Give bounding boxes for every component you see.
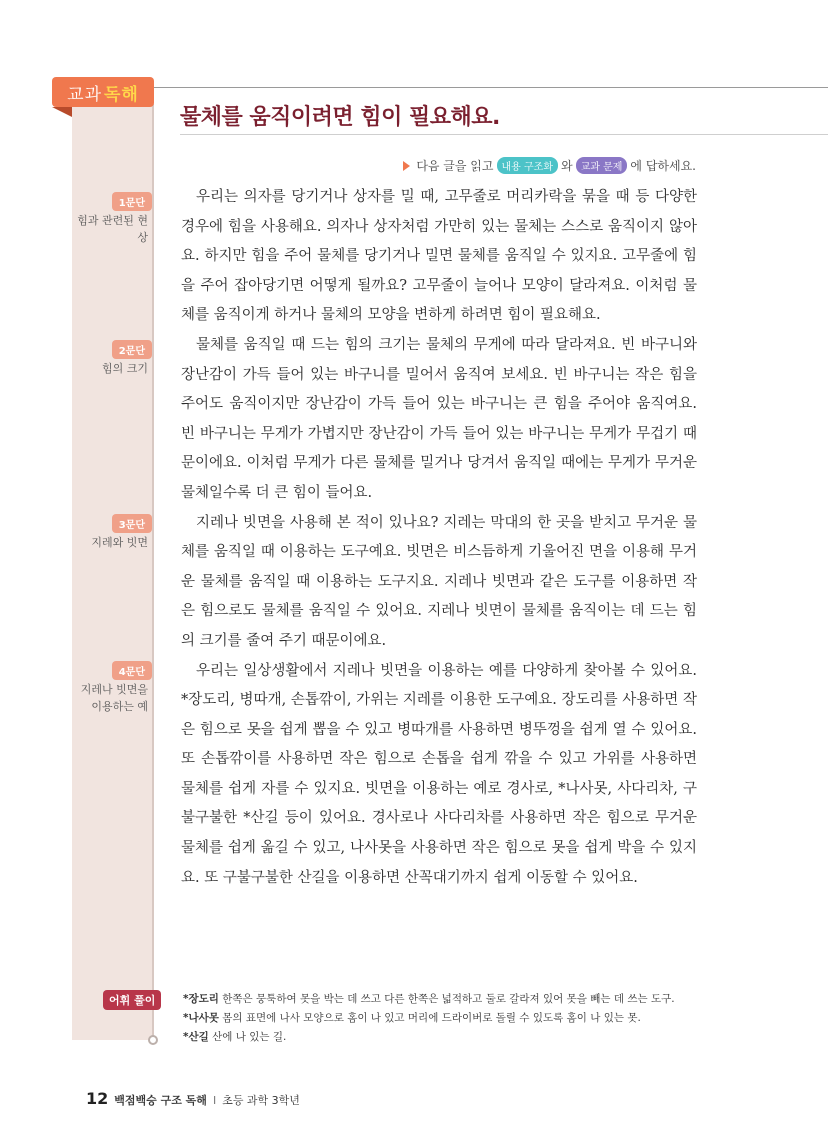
paragraph-tag-4: 4문단 xyxy=(112,661,152,680)
page-number: 12 xyxy=(86,1089,109,1108)
paragraph-tag-3: 3문단 xyxy=(112,514,152,533)
side-panel-end-dot xyxy=(148,1035,158,1045)
reading-passage xyxy=(181,183,697,893)
section-tag-fold xyxy=(52,107,72,117)
paragraph-1: 우리는 의자를 당기거나 상자를 밀 때, 고무줄로 머리카락을 묶을 때 등 다양한 경우에 힘을 사용해요. 의자나 상자처럼 가만히 있는 물체는 스스로 움직이지 않아요. 하지만 힘을 주어 물체를 당기거나 밀면 물체를 움직일 수 있지요. 고무줄에 힘을 주어 잡아당기면 어떻게 될까요? 고무줄이 늘어나 모양이 달라져요. 이처럼 물체를 움직이게 하거나 물체의 모양을 변하게 하려면 힘이 필요해요. xyxy=(181,189,697,324)
vocab-def: 산에 나 있는 길. xyxy=(212,1031,287,1043)
side-panel-rule xyxy=(152,104,154,1038)
top-rule xyxy=(140,87,828,88)
section-tag xyxy=(52,77,154,107)
page-footer xyxy=(86,1089,300,1108)
vocab-label: 어휘 풀이 xyxy=(103,990,161,1010)
paragraph-desc-3: 지레와 빗면 xyxy=(91,536,148,549)
paragraph-2: 물체를 움직일 때 드는 힘의 크기는 물체의 무게에 따라 달라져요. 빈 바구니와 장난감이 가득 들어 있는 바구니를 밀어서 움직여 보세요. 빈 바구니는 작은 힘을 주어도 움직이지만 장난감이 가득 들어 있는 바구니는 큰 힘을 주어야 움직여요. 빈 바구니는 무게가 가볍지만 장난감이 가득 들어 있는 바구니는 무게가 무겁기 때문이에요. 이처럼 무게가 다른 물체를 밀거나 당겨서 움직일 때에는 무게가 무거운 물체일수록 더 큰 힘이 들어요. xyxy=(181,336,697,501)
paragraph-desc-4: 지레나 빗면을 이용하는 예 xyxy=(80,683,148,713)
paragraph-4: 우리는 일상생활에서 지레나 빗면을 이용하는 예를 다양하게 찾아볼 수 있어요. *장도리, 병따개, 손톱깎이, 가위는 지레를 이용한 도구예요. 장도리를 사용하면 작은 힘으로 못을 쉽게 뽑을 수 있고 병따개를 사용하면 병뚜껑을 쉽게 열 수 있어요. 또 손톱깎이를 사용하면 작은 힘으로 손톱을 쉽게 깎을 수 있고 가위를 사용하면 물체를 쉽게 자를 수 있지요. 빗면을 이용하는 예로 경사로, *나사못, 사다리차, 구불구불한 *산길 등이 있어요. 경사로나 사다리차를 사용하면 작은 힘으로 무거운 물체를 쉽게 옮길 수 있고, 나사못을 사용하면 작은 힘으로 못을 쉽게 박을 수 있지요. 또 구불구불한 산길을 이용하면 산꼭대기까지 쉽게 이동할 수 있어요. xyxy=(181,662,697,886)
vocab-item xyxy=(183,1009,803,1028)
vocab-def: 몸의 표면에 나사 모양으로 홈이 나 있고 머리에 드라이버로 돌릴 수 있도록 홈이 나 있는 못. xyxy=(222,1012,641,1024)
instruction-prefix: 다음 글을 읽고 xyxy=(416,159,494,173)
footer-separator: I xyxy=(212,1094,217,1107)
vocab-term: *산길 xyxy=(183,1031,209,1043)
vocab-item xyxy=(183,1028,803,1047)
vocab-item xyxy=(183,990,803,1009)
book-title: 백점백승 구조 독해 xyxy=(114,1094,207,1107)
content-structure-pill: 내용 구조화 xyxy=(497,157,558,174)
paragraph-desc-2: 힘의 크기 xyxy=(101,362,148,375)
section-tag-accent: 독해 xyxy=(104,84,139,105)
vocab-term: *장도리 xyxy=(183,993,219,1005)
title-rule xyxy=(180,134,828,135)
page-title: 물체를 움직이려면 힘이 필요해요. xyxy=(180,105,500,130)
paragraph-tag-2: 2문단 xyxy=(112,340,152,359)
vocab-def: 한쪽은 뭉툭하여 못을 박는 데 쓰고 다른 한쪽은 넓적하고 둘로 갈라져 있어 못을 빼는 데 쓰는 도구. xyxy=(222,993,675,1005)
grade-label: 초등 과학 3학년 xyxy=(222,1094,300,1107)
subject-question-pill: 교과 문제 xyxy=(576,157,628,174)
instruction xyxy=(403,157,696,174)
vocab-term: *나사못 xyxy=(183,1012,219,1024)
instruction-suffix: 에 답하세요. xyxy=(630,159,696,173)
triangle-arrow-icon xyxy=(403,161,410,171)
section-tag-main: 교과 xyxy=(67,84,102,105)
paragraph-tag-1: 1문단 xyxy=(112,192,152,211)
paragraph-3: 지레나 빗면을 사용해 본 적이 있나요? 지레는 막대의 한 곳을 받치고 무거운 물체를 움직일 때 이용하는 도구예요. 빗면은 비스듬하게 기울어진 면을 이용해 무거운 물체를 움직일 때 이용하는 도구지요. 지레나 빗면과 같은 도구를 이용하면 작은 힘으로도 물체를 움직일 수 있어요. 지레나 빗면이 물체를 움직이는 데 드는 힘의 크기를 줄여 주기 때문이에요. xyxy=(181,514,697,649)
instruction-middle: 와 xyxy=(560,159,573,173)
paragraph-desc-1: 힘과 관련된 현상 xyxy=(77,214,148,244)
vocab-list xyxy=(183,990,803,1047)
